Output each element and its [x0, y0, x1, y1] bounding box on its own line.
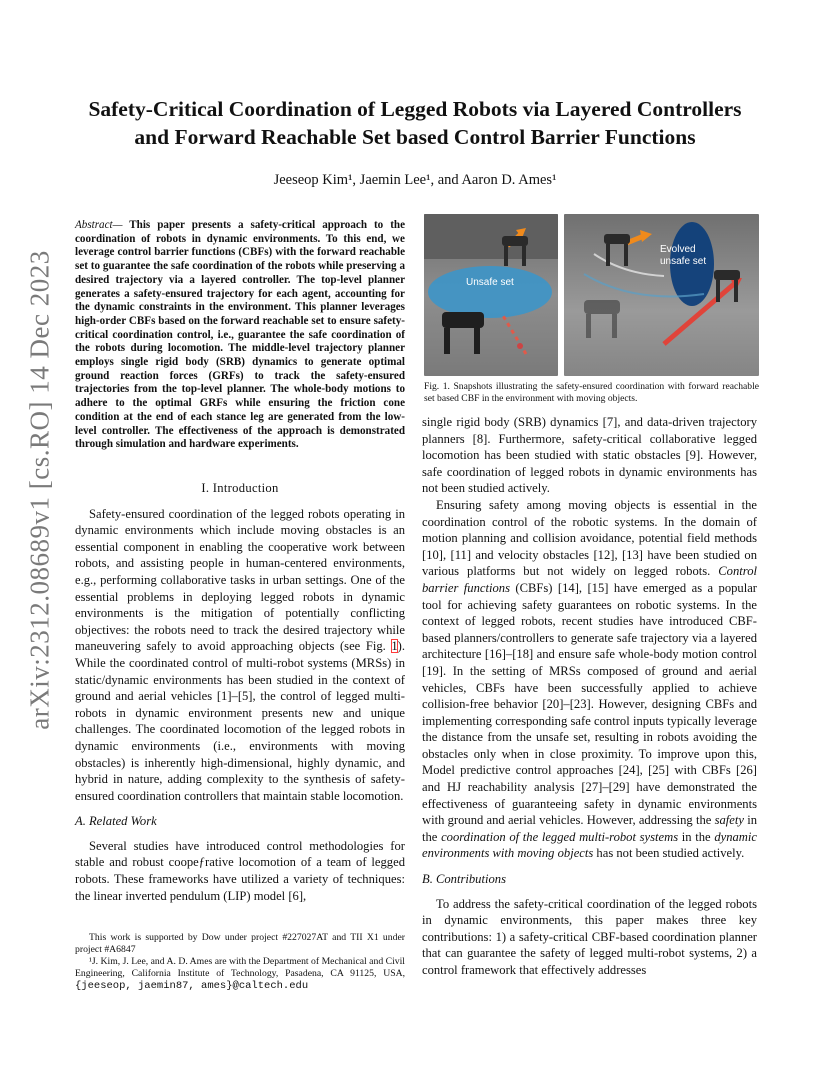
abstract-text: This paper presents a safety-critical approach to the coordination of robots in dynamic environments. To this end, we leverage control barrier functions (CBFs) with the forward reachable set to guarantee the safe coordination of the robots while preserving a desired trajectory via a layered controller. The top-level planner generates a safety-ensured trajectory for each agent, accounting for the dynamic constraints in the environment. This planner leverages high-order CBFs based on the forward reachable set to ensure safety-critical coordination control, i.e., guarantee the safe coordination of the robots during locomotion. The middle-level trajectory planner employs single rigid body (SRB) dynamics to generate optimal ground reaction forces (GRFs) to track the safety-ensured trajectories from the top-level planner. The whole-body motions to adhere to the optimal GRFs while ensuring the friction cone condition at the end of each stance leg are generated from the low-level controller. The effectiveness of the approach is demonstrated through simulation and hardware experiments. [75, 219, 405, 451]
safety-text-c: in the [422, 813, 758, 844]
title-line-1: Safety-Critical Coordination of Legged Robots via Layered Controllers [88, 97, 742, 121]
footnote-affiliation [75, 956, 405, 992]
intro-text-a: Safety-ensured coordination of the legged robots operating in dynamic environments which include moving obstacles is an essential component in enabling the cooperative work between robots, and assisting people in human-centered environments, e.g., performing collaborative tasks in urban settings. One of the essential problems in deploying legged robots in dynamic environments is the mitigation of potentially conflicting objectives: the robots need to track the desired trajectory while maneuvering safely to avoid approaching objects (see Fig. [75, 506, 405, 654]
term-safety: safety [714, 813, 744, 828]
evolved-unsafe-set-label [660, 244, 706, 268]
subsection-title-contributions: B. Contributions [422, 872, 506, 887]
robot-snapshot-image [424, 214, 558, 376]
contributions-paragraph: To address the safety-critical coordination of the legged robots in dynamic environments, this paper makes three key contributions: 1) a safety-critical CBF-based coordination planner that can guarantee the safety of legged multi-robot systems, 2) a control framework that effectively addresses [422, 896, 757, 977]
footnotes [75, 932, 405, 992]
safety-text-d: in the [678, 829, 715, 844]
arxiv-identifier: arXiv:2312.08689v1 [cs.RO] 14 Dec 2023 [24, 250, 55, 730]
author-list: Jeeseop Kim¹, Jaemin Lee¹, and Aaron D. Ames¹ [273, 172, 557, 188]
abstract [75, 219, 405, 452]
unsafe-set-label: Unsafe set [466, 277, 514, 288]
safety-text-a: Ensuring safety among moving objects is essential in the coordination control of the robotic systems. In the domain of motion planning and collision avoidance, potential field methods [10], [11] and velocity obstacles [12], [13] have been studied on various platforms but not widely on legged robots. [422, 497, 757, 579]
related-work-paragraph: Several studies have introduced control methodologies for stable and robust coopeƒrative locomotion of a team of legged robots. These frameworks have utilized a variety of techniques: the linear inverted pendulum (LIP) model [6], [75, 838, 405, 903]
robot-snapshot-image-evolved [564, 214, 759, 376]
figure-1-snapshot-right [564, 214, 759, 376]
subsection-title-related-work: A. Related Work [75, 814, 157, 829]
figure-1 [424, 214, 759, 376]
author-emails: {jeeseop, jaemin87, ames}@caltech.edu [75, 980, 309, 992]
intro-section [75, 480, 405, 904]
footnote-funding: This work is supported by Dow under project #227027AT and TII X1 under project #A6847 [75, 932, 405, 955]
safety-text-b: (CBFs) [14], [15] have emerged as a popular tool for achieving safety guarantees on robotic systems. In the context of legged robots, recent studies have introduced CBF-based planners/controllers to generate safe trajectory via a layered architecture [16]–[18] and ensure safe whole-body motion control [19]. In the setting of MRSs composed of ground and aerial vehicles, CBFs have been successfully applied to achieve collision-free behavior [20]–[23]. However, designing CBFs and implementing corresponding safe control inputs typically leverage the distance from the unsafe set, resulting in robots avoiding the obstacles only when in close proximity. To improve upon this, Model predictive control approaches [24], [25] with CBFs [26] and HJ reachability analysis [27]–[29] have demonstrated the effectiveness of guaranteeing safety in dynamic environments with ground and aerial vehicles. However, addressing the [422, 580, 757, 828]
paper-title [70, 95, 760, 151]
term-coordination: coordination of the legged multi-robot systems [441, 829, 679, 844]
footnote-affiliation-text: ¹J. Kim, J. Lee, and A. D. Ames are with the Department of Mechanical and Civil Engineering, California Institute of Technology, Pasadena, CA 91125, USA, [75, 956, 405, 979]
related-work-continued: single rigid body (SRB) dynamics [7], and data-driven trajectory planners [8]. Furthermore, safety-critical collaborative legged locomotion has been studied with static obstacles [9]. However, safe coordination of legged robots in dynamic environments has not been studied actively. [422, 415, 757, 496]
section-title-introduction: I. Introduction [201, 481, 279, 495]
term-dynamic-environments: dynamic environments with moving objects [422, 829, 757, 861]
figure-1-snapshot-left [424, 214, 558, 376]
right-column [422, 414, 757, 979]
title-line-2: and Forward Reachable Set based Control Barrier Functions [134, 125, 696, 149]
intro-paragraph [75, 506, 405, 805]
figure-reference-link[interactable]: 1 [391, 639, 398, 654]
evolved-label-line2: unsafe set [660, 256, 707, 267]
safety-paragraph [422, 497, 757, 862]
intro-text-b: ). While the coordinated control of multi-robot systems (MRSs) in static/dynamic environments has been studied in the context of ground and aerial vehicles [1]–[5], the control of legged multi-robots in dynamic environment presents new and unique challenges. The coordinated locomotion of the legged robots in dynamic environments (i.e., environments with moving obstacles) is inherently high-dimensional, highly dynamic, and hybrid in nature, adding complexity to the synthesis of safety-ensured coordination controllers that maintain stable locomotion. [75, 639, 405, 803]
figure-1-caption: Fig. 1. Snapshots illustrating the safety-ensured coordination with forward reachable set based CBF in the environment with moving objects. [424, 381, 759, 404]
abstract-label: Abstract— [75, 219, 123, 231]
term-control-barrier-functions: Control barrier functions [422, 564, 757, 595]
evolved-label-line1: Evolved [660, 244, 696, 255]
safety-text-e: has not been studied actively. [593, 846, 745, 861]
